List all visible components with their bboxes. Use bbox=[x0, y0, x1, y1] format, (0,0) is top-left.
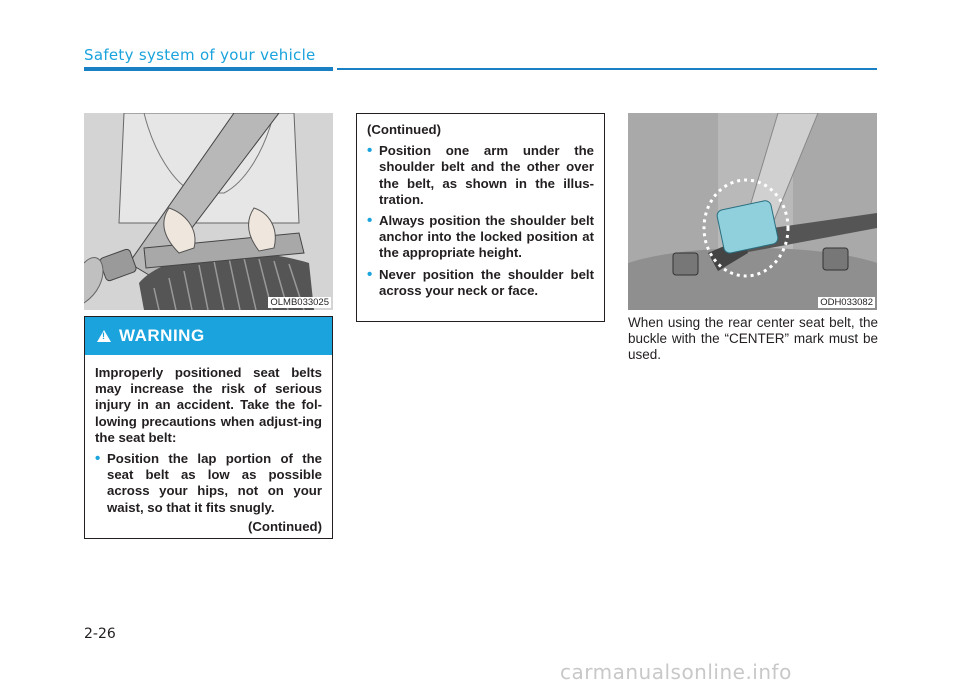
warning-box bbox=[84, 316, 333, 539]
continued-bullet-2 bbox=[367, 213, 594, 262]
continued-heading: (Continued) bbox=[367, 122, 441, 137]
figure-code-left: OLMB033025 bbox=[270, 297, 329, 308]
caption-text: When using the rear center seat belt, the buckle with the “CENTER” mark must be used. bbox=[628, 315, 878, 362]
header-rule-thin bbox=[337, 68, 877, 70]
warning-bullet bbox=[95, 451, 322, 516]
bullet-dot-icon: • bbox=[367, 142, 373, 160]
warning-bullet-text: Position the lap portion of the seat belt as low as possible across your hips, not on your waist, so that it fits snugly. bbox=[107, 451, 322, 515]
warning-triangle-icon bbox=[97, 330, 111, 342]
header-rule-thick bbox=[84, 67, 333, 71]
continued-bullet-3-text: Never position the shoulder belt across your neck or face. bbox=[379, 266, 594, 298]
bullet-dot-icon: • bbox=[95, 450, 101, 468]
continued-bullet-2-text: Always position the shoulder belt anchor into the locked position at the appropriate height. bbox=[379, 213, 594, 261]
seat-belt-illustration-right bbox=[628, 113, 877, 310]
seat-belt-illustration-left bbox=[84, 113, 333, 310]
warning-header bbox=[85, 317, 332, 355]
warning-continued: (Continued) bbox=[248, 518, 322, 534]
warning-intro: Improperly positioned seat belts may increase the risk of serious injury in an accident. Take the fol-lowing precautions when adjust-ing the seat belt: bbox=[95, 365, 322, 445]
continued-bullet-1 bbox=[367, 143, 594, 208]
figure-code-right: ODH033082 bbox=[820, 297, 873, 308]
warning-title: WARNING bbox=[119, 326, 205, 345]
watermark-text: carmanualsonline.info bbox=[560, 660, 792, 684]
person-wearing-seatbelt-drawing bbox=[84, 113, 333, 310]
continued-bullet-3 bbox=[367, 267, 594, 299]
bullet-dot-icon: • bbox=[367, 212, 373, 230]
section-title: Safety system of your vehicle bbox=[84, 46, 316, 64]
bullet-dot-icon: • bbox=[367, 265, 373, 283]
continued-bullet-1-text: Position one arm under the shoulder belt and the other over the belt, as shown in the illus-tration. bbox=[379, 143, 594, 207]
continued-box bbox=[356, 113, 605, 322]
page-number: 2-26 bbox=[84, 626, 116, 642]
rear-center-buckle-drawing bbox=[628, 113, 877, 310]
